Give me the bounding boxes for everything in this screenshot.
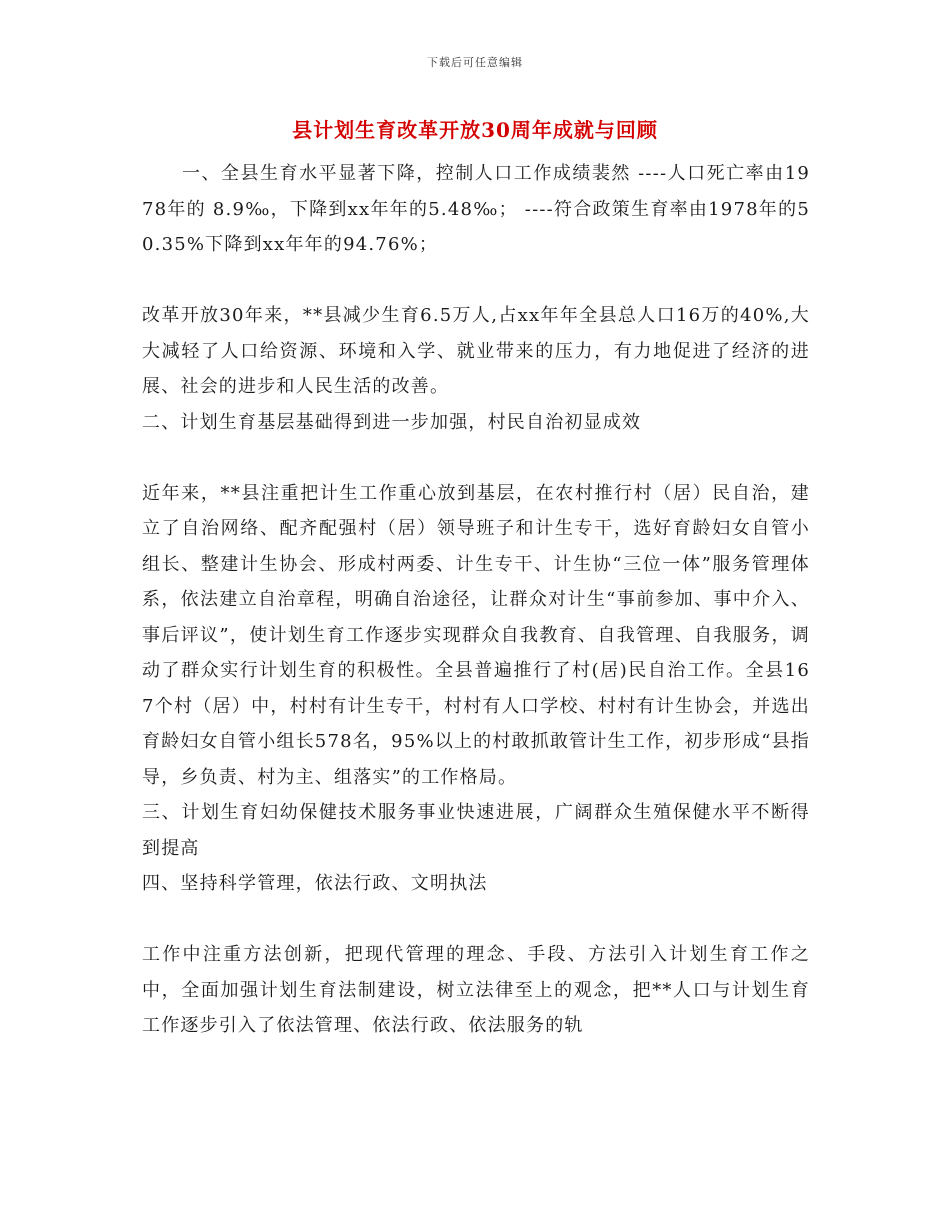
heading-section-3: 三、计划生育妇幼保健技术服务事业快速进展，广阔群众生殖保健水平不断得到提高: [142, 802, 810, 859]
paragraph-reform-results: 改革开放30年来，**县减少生育6.5万人,占xx年年全县总人口16万的40%,大大减轻了人口给资源、环境和入学、就业带来的压力，有力地促进了经济的进展、社会的进步和人民生活的改善。: [142, 305, 810, 397]
paragraph-village-autonomy: 近年来，**县注重把计生工作重心放到基层，在农村推行村（居）民自治，建立了自治网络、配齐配强村（居）领导班子和计生专干，选好育龄妇女自管小组长、整建计生协会、形成村两委、计生专干、计生协“三位一体”服务管理体系，依法建立自治章程，明确自治途径，让群众对计生“事前参加、事中介入、事后评议”，使计划生育工作逐步实现群众自我教育、自我管理、自我服务，调动了群众实行计划生育的积极性。全县普遍推行了村(居)民自治工作。全县167个村（居）中，村村有计生专干，村村有人口学校、村村有计生协会，并选出育龄妇女自管小组长578名，95%以上的村敢抓敢管计生工作，初步形成“县指导，乡负责、村为主、组落实”的工作格局。: [142, 482, 810, 788]
page-header-note: 下载后可任意编辑: [427, 56, 523, 69]
document-body: [142, 156, 810, 1044]
paragraph-section-1: 一、全县生育水平显著下降，控制人口工作成绩裴然 ----人口死亡率由1978年的 8.9‰，下降到xx年年的5.48‰； ----符合政策生育率由1978年的50.35%下降到xx年年的94.76%；: [142, 163, 810, 255]
heading-section-4: 四、坚持科学管理，依法行政、文明执法: [142, 873, 488, 894]
paragraph-legal-management: 工作中注重方法创新，把现代管理的理念、手段、方法引入计划生育工作之中，全面加强计划生育法制建设，树立法律至上的观念，把**人口与计划生育工作逐步引入了依法管理、依法行政、依法服务的轨: [142, 944, 810, 1036]
document-title: 县计划生育改革开放30周年成就与回顾: [292, 118, 658, 142]
heading-section-2: 二、计划生育基层基础得到进一步加强，村民自治初显成效: [142, 411, 642, 433]
